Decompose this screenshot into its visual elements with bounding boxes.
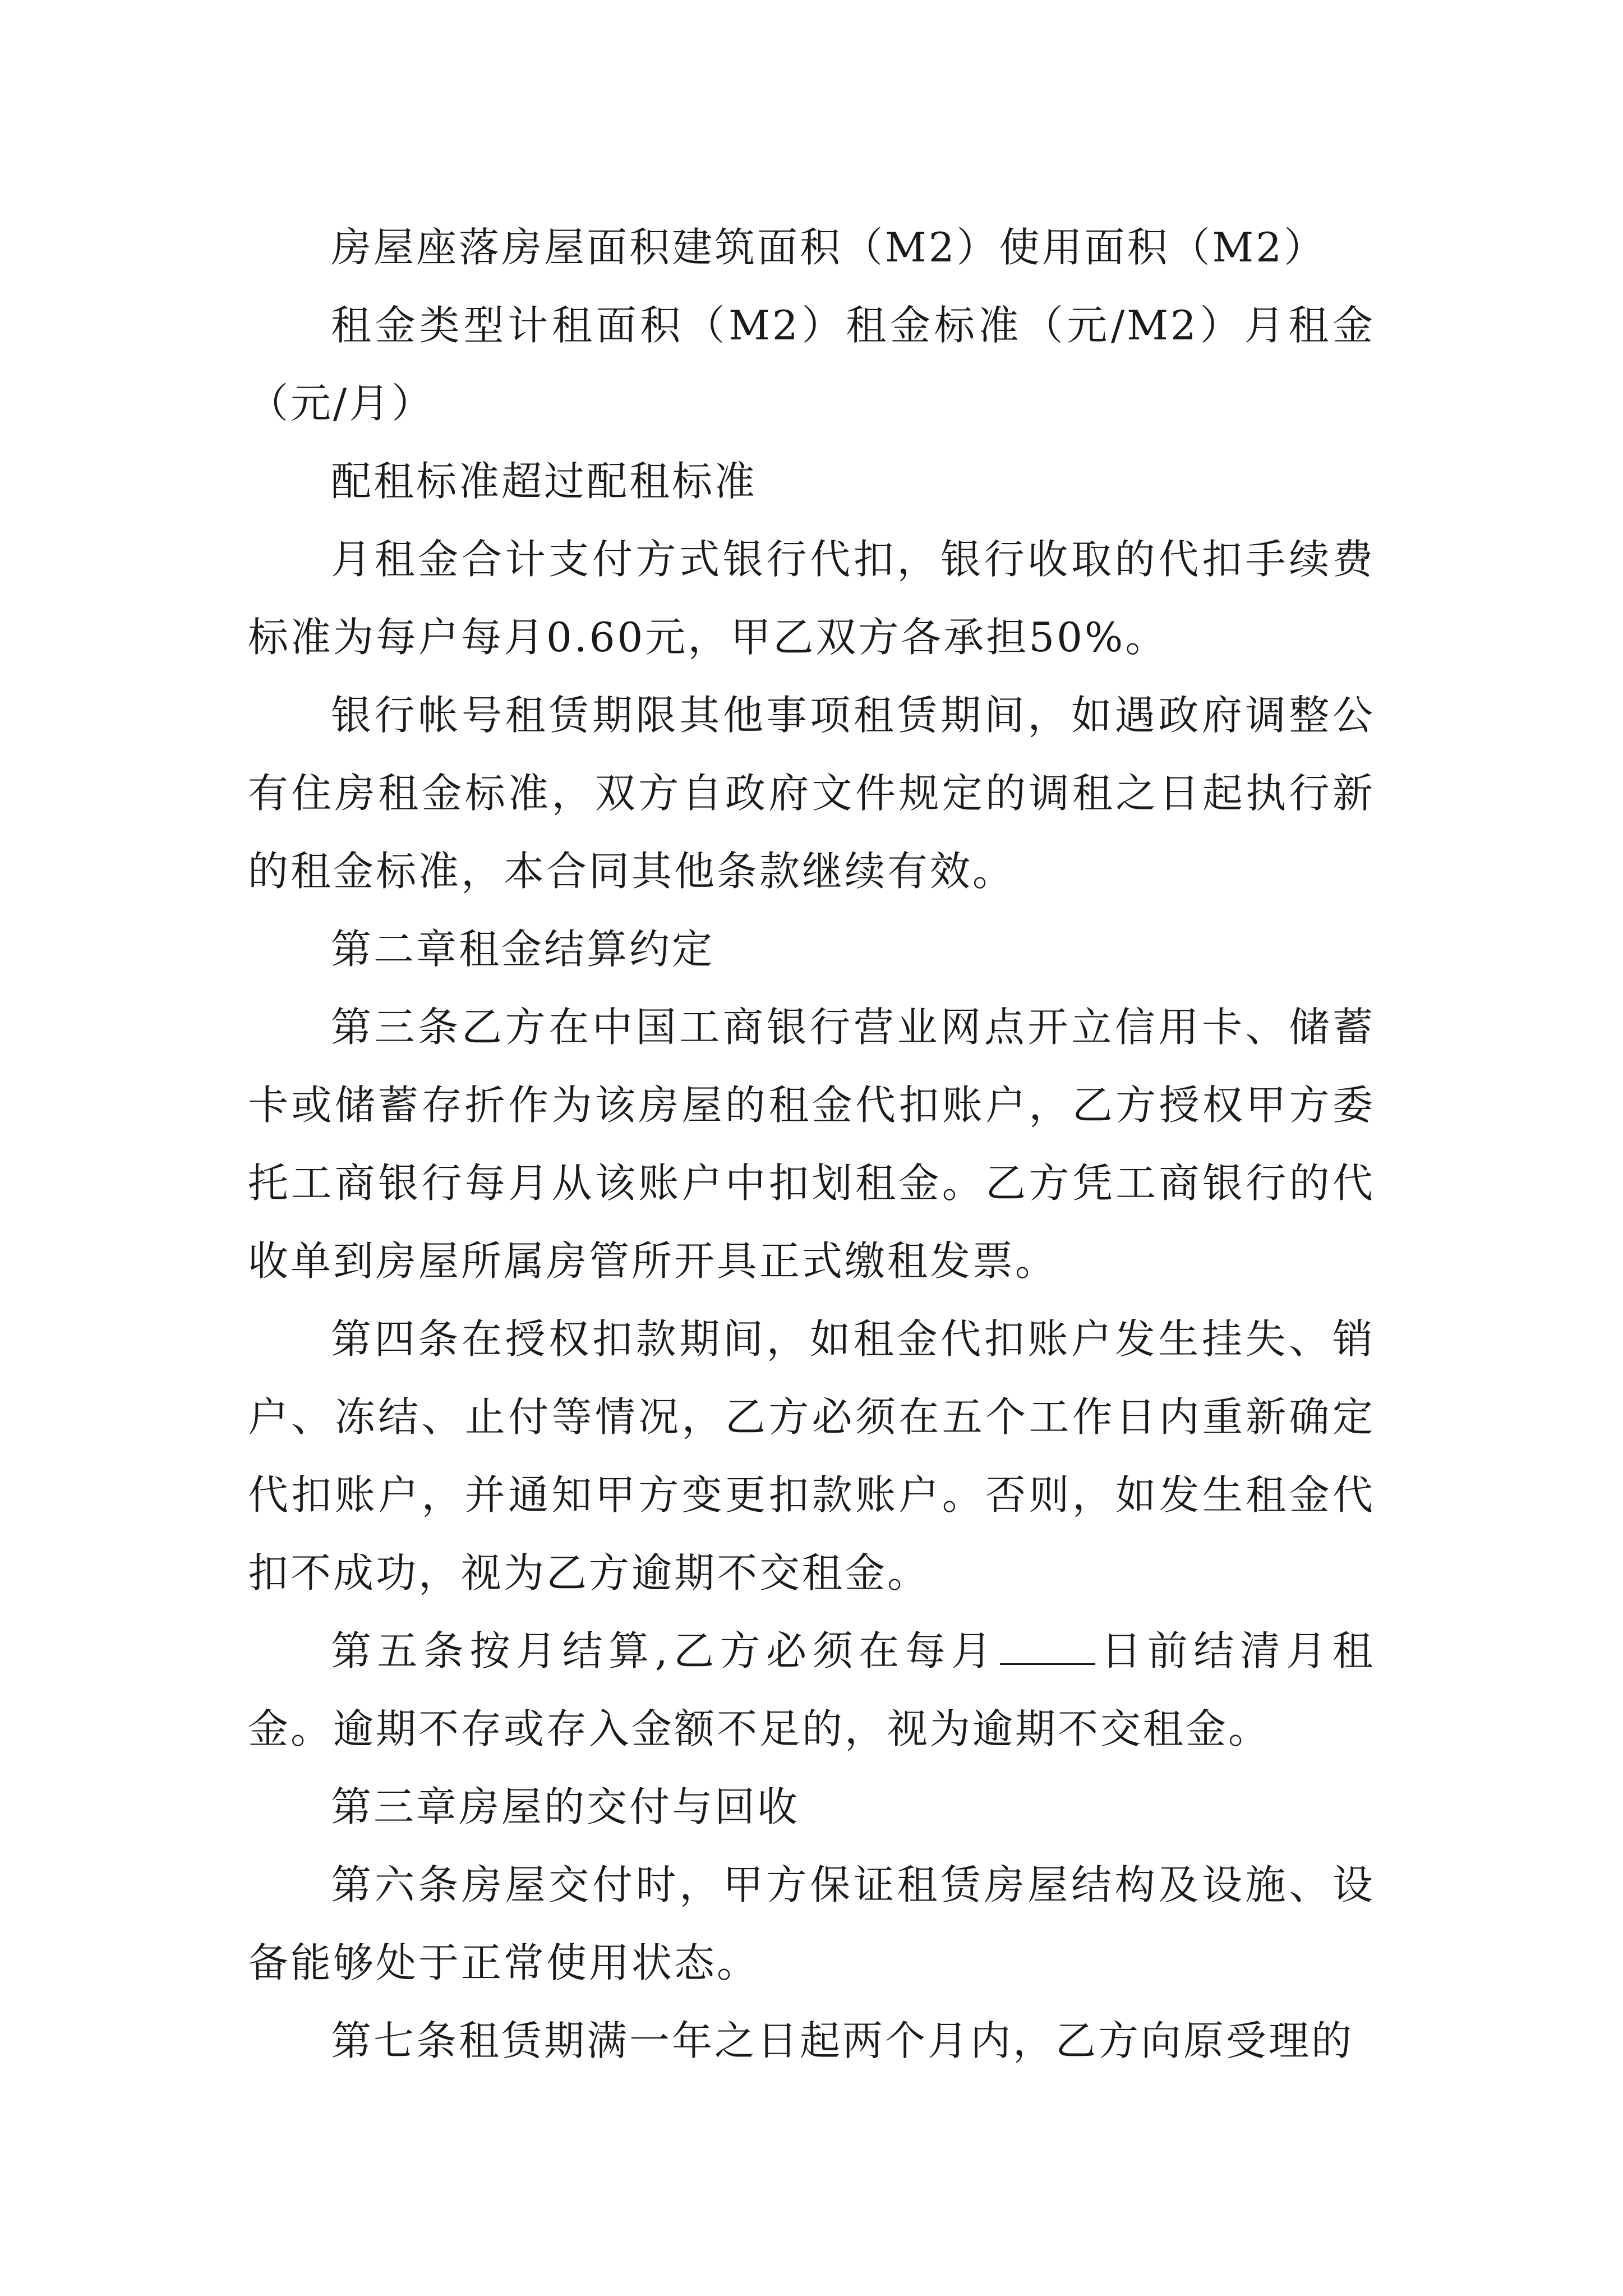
article-5-part-1: 第五条按月结算,乙方必须在每月 xyxy=(331,1627,998,1674)
paragraph-house-location: 房屋座落房屋面积建筑面积（M2）使用面积（M2） xyxy=(331,224,1327,271)
document-body xyxy=(248,209,1375,2080)
article-3: 第三条乙方在中国工商银行营业网点开立信用卡、储蓄卡或储蓄存折作为该房屋的租金代扣账户，乙方授权甲方委托工商银行每月从该账户中扣划租金。乙方凭工商银行的代收单到房屋所属房管所开具正式缴租发票。 xyxy=(248,1004,1375,1285)
paragraph-allotment-standard: 配租标准超过配租标准 xyxy=(331,458,758,505)
article-5-part-2: 日前结清月租金。逾期不存或存入金额不足的，视为逾期不交租金。 xyxy=(248,1627,1375,1752)
chapter-heading-house-delivery: 第三章房屋的交付与回收 xyxy=(331,1783,800,1830)
article-6: 第六条房屋交付时，甲方保证租赁房屋结构及设施、设备能够处于正常使用状态。 xyxy=(248,1861,1375,1986)
paragraph-monthly-rent-total: 月租金合计支付方式银行代扣，银行收取的代扣手续费标准为每户每月0.60元，甲乙双方各承担50%。 xyxy=(248,536,1375,661)
article-7: 第七条租赁期满一年之日起两个月内，乙方向原受理的 xyxy=(331,2017,1354,2064)
article-5 xyxy=(248,1612,1375,1768)
day-blank-field xyxy=(1000,1630,1095,1665)
paragraph-rent-type: 租金类型计租面积（M2）租金标准（元/M2）月租金（元/月） xyxy=(248,302,1375,427)
article-4: 第四条在授权扣款期间，如租金代扣账户发生挂失、销户、冻结、止付等情况，乙方必须在五个工作日内重新确定代扣账户，并通知甲方变更扣款账户。否则，如发生租金代扣不成功，视为乙方逾期不交租金。 xyxy=(248,1315,1375,1596)
chapter-heading-rent-settlement: 第二章租金结算约定 xyxy=(331,926,715,973)
paragraph-bank-account: 银行帐号租赁期限其他事项租赁期间，如遇政府调整公有住房租金标准，双方自政府文件规定的调租之日起执行新的租金标准，本合同其他条款继续有效。 xyxy=(248,692,1375,895)
